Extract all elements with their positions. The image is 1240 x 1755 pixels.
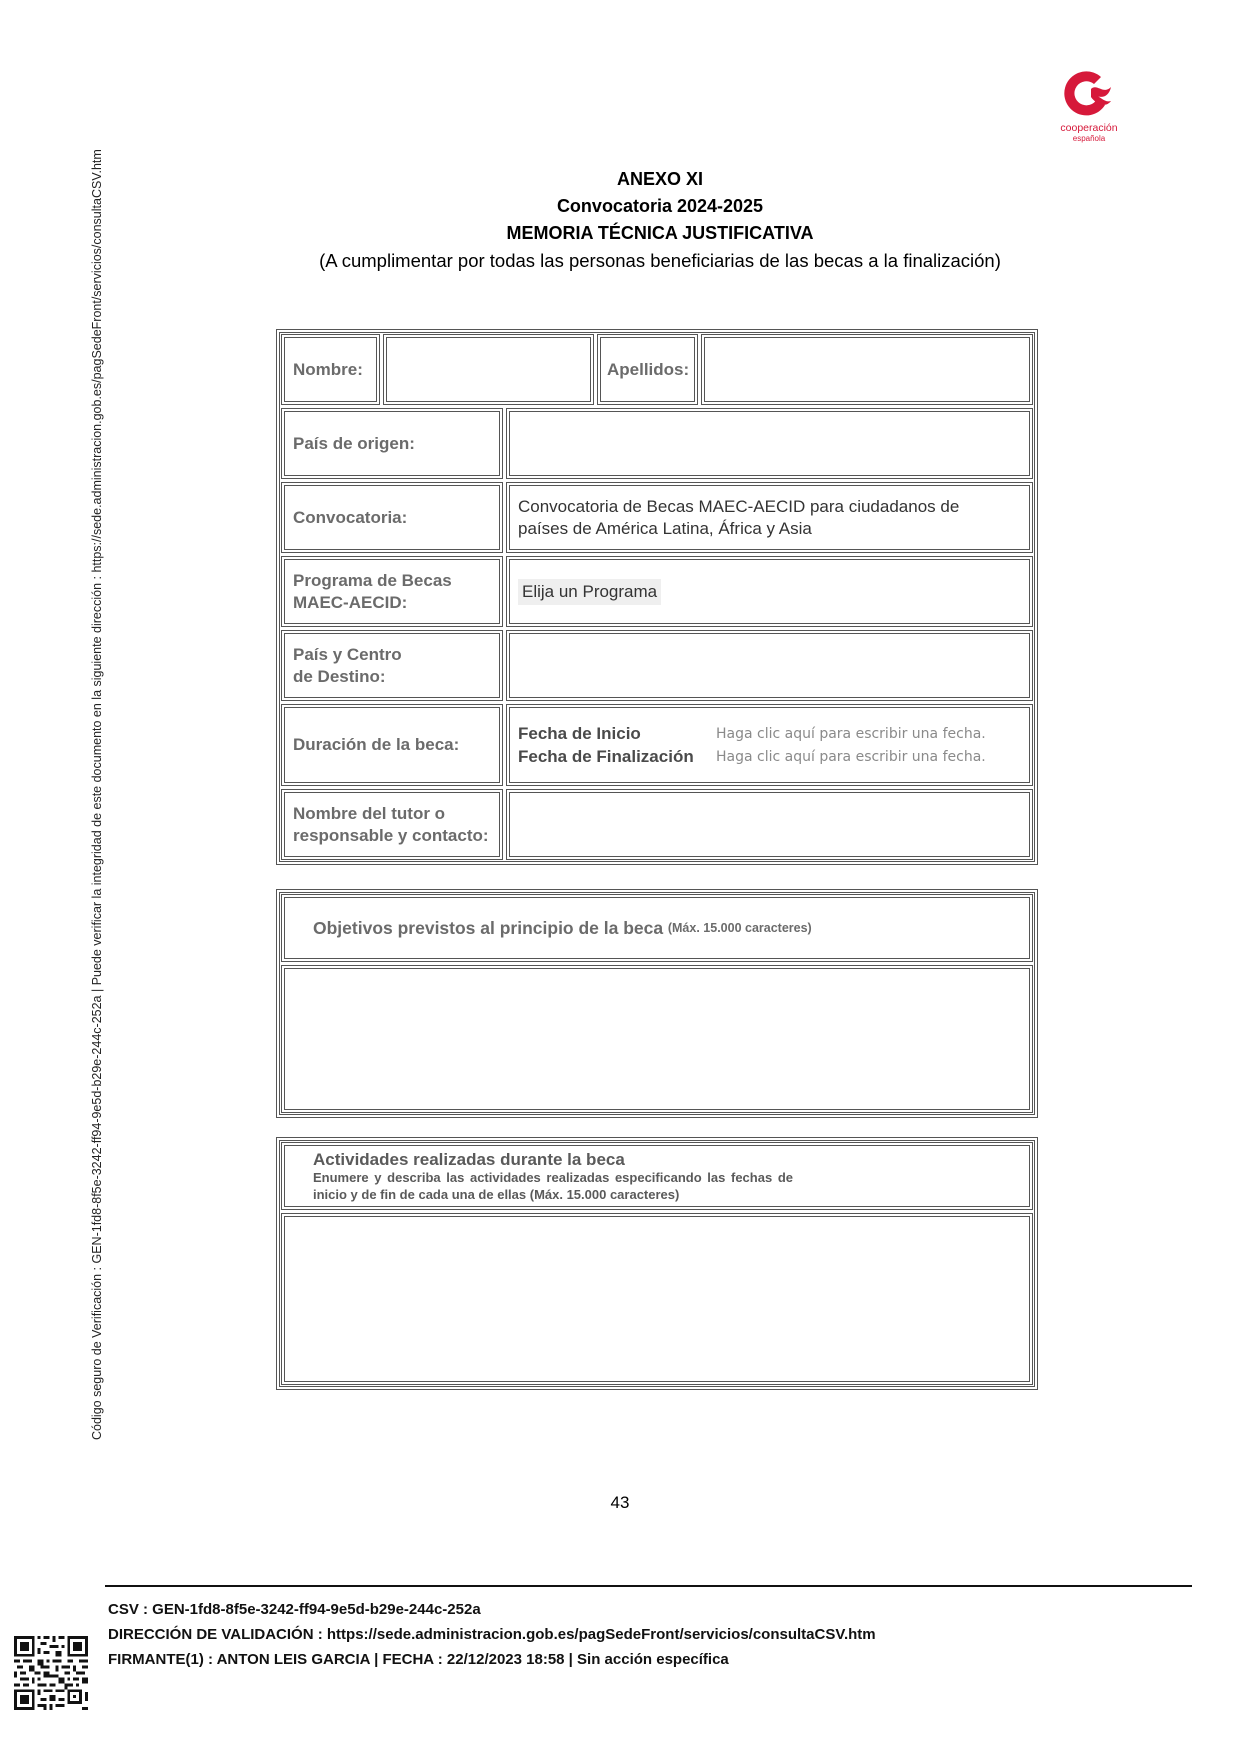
duracion-label: Duración de la beca: bbox=[281, 704, 503, 786]
fecha-inicio-input[interactable]: Haga clic aquí para escribir una fecha. bbox=[716, 725, 986, 742]
destino-label bbox=[281, 630, 503, 701]
footer-signature-block bbox=[108, 1597, 876, 1672]
call-title: Convocatoria 2024-2025 bbox=[556, 196, 764, 216]
memoria-title: MEMORIA TÉCNICA JUSTIFICATIVA bbox=[506, 223, 814, 243]
annex-title: ANEXO XI bbox=[616, 169, 704, 189]
apellidos-label: Apellidos: bbox=[597, 334, 698, 405]
objetivos-title: Objetivos previstos al principio de la beca bbox=[313, 918, 664, 938]
qr-code-icon bbox=[14, 1636, 88, 1710]
objetivos-textarea[interactable] bbox=[281, 965, 1033, 1113]
side-verification-text: Código seguro de Verificación : GEN-1fd8-8f5e-3242-ff94-9e5d-b29e-244c-252a | Puede verificar la integridad de este documento en la siguiente dirección : https://sede.administracion.gob.es/pagSedeFront/servicios/consultaCSV.htm bbox=[90, 149, 104, 1440]
programa-label bbox=[281, 556, 503, 627]
fecha-fin-label: Fecha de Finalización bbox=[518, 746, 694, 766]
objetivos-header bbox=[281, 894, 1033, 962]
actividades-title: Actividades realizadas durante la beca bbox=[313, 1149, 625, 1169]
duracion-field bbox=[506, 704, 1033, 786]
cooperacion-espanola-logo bbox=[1048, 65, 1130, 143]
convocatoria-text: Convocatoria de Becas MAEC-AECID para ciudadanos de países de América Latina, África y Asia bbox=[518, 496, 960, 538]
actividades-description: Enumere y describa las actividades realizadas especificando las fechas de inicio y de fin de cada una de ellas (Máx. 15.000 caracteres) bbox=[313, 1169, 793, 1202]
tutor-field[interactable] bbox=[506, 789, 1033, 860]
destino-label-text: País y Centro de Destino: bbox=[293, 644, 402, 686]
objetivos-limit: (Máx. 15.000 caracteres) bbox=[667, 921, 812, 935]
objetivos-table bbox=[276, 889, 1038, 1118]
fecha-fin-input[interactable]: Haga clic aquí para escribir una fecha. bbox=[716, 748, 986, 765]
footer-csv: CSV : GEN-1fd8-8f5e-3242-ff94-9e5d-b29e-244c-252a bbox=[108, 1601, 481, 1618]
document-header bbox=[270, 166, 1050, 275]
dates-grid bbox=[518, 723, 986, 768]
footer-validation-url[interactable]: DIRECCIÓN DE VALIDACIÓN : https://sede.administracion.gob.es/pagSedeFront/servicios/consultaCSV.htm bbox=[108, 1626, 876, 1643]
logo-text-line2: española bbox=[1072, 134, 1106, 143]
personal-data-table bbox=[276, 329, 1038, 865]
cooperacion-logo-icon bbox=[1061, 65, 1117, 121]
convocatoria-label: Convocatoria: bbox=[281, 482, 503, 553]
apellidos-field[interactable] bbox=[701, 334, 1033, 405]
actividades-textarea[interactable] bbox=[281, 1213, 1033, 1385]
tutor-label-text: Nombre del tutor o responsable y contacto: bbox=[293, 803, 489, 845]
programa-field bbox=[506, 556, 1033, 627]
nombre-field[interactable] bbox=[383, 334, 594, 405]
tutor-label bbox=[281, 789, 503, 860]
logo-text-line1: cooperación bbox=[1060, 122, 1118, 134]
actividades-header bbox=[281, 1142, 1033, 1210]
footer-divider bbox=[105, 1585, 1192, 1587]
convocatoria-value bbox=[506, 482, 1033, 553]
destino-field[interactable] bbox=[506, 630, 1033, 701]
programa-dropdown[interactable]: Elija un Programa bbox=[518, 579, 661, 605]
pais-origen-field[interactable] bbox=[506, 408, 1033, 479]
footer-signer: FIRMANTE(1) : ANTON LEIS GARCIA | FECHA : 22/12/2023 18:58 | Sin acción específica bbox=[108, 1651, 729, 1668]
fecha-inicio-label: Fecha de Inicio bbox=[518, 723, 641, 743]
pais-origen-label: País de origen: bbox=[281, 408, 503, 479]
programa-label-text: Programa de Becas MAEC-AECID: bbox=[293, 570, 452, 612]
actividades-table bbox=[276, 1137, 1038, 1390]
page-number: 43 bbox=[610, 1493, 630, 1512]
header-subtitle: (A cumplimentar por todas las personas beneficiarias de las becas a la finalización) bbox=[319, 250, 1001, 271]
nombre-label: Nombre: bbox=[281, 334, 380, 405]
